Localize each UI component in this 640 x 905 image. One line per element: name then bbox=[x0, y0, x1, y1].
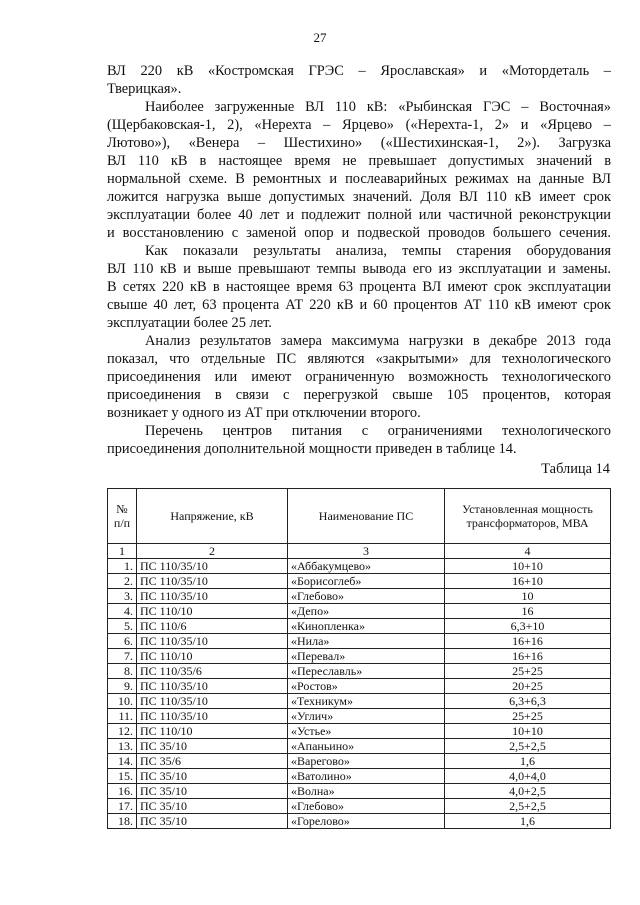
substation-name-cell: «Кинопленка» bbox=[288, 619, 445, 634]
capacity-cell: 6,3+6,3 bbox=[445, 694, 611, 709]
voltage-cell: ПС 110/35/10 bbox=[137, 574, 288, 589]
row-number: 4. bbox=[108, 604, 137, 619]
text-line: (Щербаковская-1, 2), «Нерехта – Ярцево» («Нерехта-1, 2» и «Ярцево – bbox=[107, 117, 611, 133]
table-row bbox=[108, 619, 611, 634]
capacity-cell: 10+10 bbox=[445, 724, 611, 739]
row-number: 5. bbox=[108, 619, 137, 634]
table-header-row bbox=[108, 489, 611, 544]
text-line: ВЛ 110 кВ в настоящее время не превышает допустимых значений в bbox=[107, 153, 611, 169]
table-row bbox=[108, 724, 611, 739]
row-number: 12. bbox=[108, 724, 137, 739]
text-line: ВЛ 110 кВ и выше превышают темпы вывода его из эксплуатации и замены. bbox=[107, 261, 611, 277]
text-line: Лютово»), «Венера – Шестихино» («Шестихинская-1, 2»). Загрузка bbox=[107, 135, 611, 151]
text-line: В сетях 220 кВ в настоящее время 63 процента ВЛ имеют срок эксплуатации bbox=[107, 279, 611, 295]
capacity-cell: 25+25 bbox=[445, 709, 611, 724]
capacity-cell: 16+10 bbox=[445, 574, 611, 589]
text-line: Тверицкая». bbox=[107, 81, 182, 97]
table-row bbox=[108, 649, 611, 664]
substation-name-cell: «Апаньино» bbox=[288, 739, 445, 754]
table-row bbox=[108, 589, 611, 604]
table-row bbox=[108, 694, 611, 709]
table-row bbox=[108, 664, 611, 679]
substation-name-cell: «Горелово» bbox=[288, 814, 445, 829]
text-line: и восстановлению с заменой опор и подвеской проводов большего сечения. bbox=[107, 225, 611, 241]
row-number: 7. bbox=[108, 649, 137, 664]
voltage-cell: ПС 35/10 bbox=[137, 784, 288, 799]
row-number: 11. bbox=[108, 709, 137, 724]
table-row bbox=[108, 814, 611, 829]
table-caption: Таблица 14 bbox=[541, 461, 610, 477]
substations-table bbox=[107, 488, 611, 829]
voltage-cell: ПС 110/35/10 bbox=[137, 709, 288, 724]
header-installed-capacity: Установленная мощность трансформаторов, МВА bbox=[445, 489, 611, 544]
text-line: присоединения или имеют ограниченную возможность технологического bbox=[107, 369, 611, 385]
substation-name-cell: «Глебово» bbox=[288, 799, 445, 814]
capacity-cell: 16+16 bbox=[445, 634, 611, 649]
capacity-cell: 16+16 bbox=[445, 649, 611, 664]
substation-name-cell: «Ростов» bbox=[288, 679, 445, 694]
table-row bbox=[108, 784, 611, 799]
capacity-cell: 4,0+2,5 bbox=[445, 784, 611, 799]
text-line: Анализ результатов замера максимума нагрузки в декабре 2013 года bbox=[145, 333, 611, 349]
row-number: 8. bbox=[108, 664, 137, 679]
substation-name-cell: «Переславль» bbox=[288, 664, 445, 679]
header-voltage: Напряжение, кВ bbox=[137, 489, 288, 544]
text-line: возникает у одного из АТ при отключении второго. bbox=[107, 405, 421, 421]
text-line: показал, что отдельные ПС являются «закрытыми» для технологического bbox=[107, 351, 611, 367]
substation-name-cell: «Перевал» bbox=[288, 649, 445, 664]
row-number: 1. bbox=[108, 559, 137, 574]
capacity-cell: 10+10 bbox=[445, 559, 611, 574]
substation-name-cell: «Ватолино» bbox=[288, 769, 445, 784]
text-line: присоединения дополнительной мощности приведен в таблице 14. bbox=[107, 441, 517, 457]
substation-name-cell: «Устье» bbox=[288, 724, 445, 739]
column-number: 2 bbox=[137, 544, 288, 559]
capacity-cell: 1,6 bbox=[445, 754, 611, 769]
capacity-cell: 25+25 bbox=[445, 664, 611, 679]
row-number: 13. bbox=[108, 739, 137, 754]
header-substation-name: Наименование ПС bbox=[288, 489, 445, 544]
voltage-cell: ПС 110/35/10 bbox=[137, 634, 288, 649]
table-row bbox=[108, 559, 611, 574]
row-number: 18. bbox=[108, 814, 137, 829]
table-row bbox=[108, 799, 611, 814]
substation-name-cell: «Аббакумцево» bbox=[288, 559, 445, 574]
voltage-cell: ПС 110/10 bbox=[137, 649, 288, 664]
voltage-cell: ПС 110/6 bbox=[137, 619, 288, 634]
capacity-cell: 2,5+2,5 bbox=[445, 739, 611, 754]
text-line: Наиболее загруженные ВЛ 110 кВ: «Рыбинская ГЭС – Восточная» bbox=[145, 99, 611, 115]
text-line: Перечень центров питания с ограничениями технологического bbox=[145, 423, 611, 439]
text-line: свыше 40 лет, 63 процента АТ 220 кВ и 60 процентов АТ 110 кВ имеют срок bbox=[107, 297, 611, 313]
voltage-cell: ПС 35/10 bbox=[137, 739, 288, 754]
table-row bbox=[108, 709, 611, 724]
row-number: 10. bbox=[108, 694, 137, 709]
text-line: Как показали результаты анализа, темпы старения оборудования bbox=[145, 243, 611, 259]
voltage-cell: ПС 35/10 bbox=[137, 769, 288, 784]
voltage-cell: ПС 110/35/10 bbox=[137, 589, 288, 604]
voltage-cell: ПС 110/35/6 bbox=[137, 664, 288, 679]
substation-name-cell: «Депо» bbox=[288, 604, 445, 619]
substation-name-cell: «Борисоглеб» bbox=[288, 574, 445, 589]
row-number: 16. bbox=[108, 784, 137, 799]
table-row bbox=[108, 634, 611, 649]
voltage-cell: ПС 110/10 bbox=[137, 724, 288, 739]
voltage-cell: ПС 110/35/10 bbox=[137, 694, 288, 709]
voltage-cell: ПС 110/35/10 bbox=[137, 559, 288, 574]
text-line: ложится нагрузка выше допустимых значений. Доля ВЛ 110 кВ имеет срок bbox=[107, 189, 611, 205]
table-row bbox=[108, 604, 611, 619]
text-line: эксплуатации более 40 лет и подлежит полной или частичной реконструкции bbox=[107, 207, 611, 223]
substation-name-cell: «Волна» bbox=[288, 784, 445, 799]
page-number: 27 bbox=[313, 30, 327, 45]
row-number: 17. bbox=[108, 799, 137, 814]
row-number: 6. bbox=[108, 634, 137, 649]
column-number: 3 bbox=[288, 544, 445, 559]
text-line: эксплуатации более 25 лет. bbox=[107, 315, 272, 331]
substation-name-cell: «Техникум» bbox=[288, 694, 445, 709]
table-row bbox=[108, 574, 611, 589]
capacity-cell: 4,0+4,0 bbox=[445, 769, 611, 784]
table-row bbox=[108, 739, 611, 754]
substation-name-cell: «Нила» bbox=[288, 634, 445, 649]
header-number: № п/п bbox=[108, 489, 137, 544]
capacity-cell: 2,5+2,5 bbox=[445, 799, 611, 814]
text-line: присоединения в связи с перегрузкой свыше 105 процентов, которая bbox=[107, 387, 611, 403]
capacity-cell: 10 bbox=[445, 589, 611, 604]
capacity-cell: 6,3+10 bbox=[445, 619, 611, 634]
substation-name-cell: «Углич» bbox=[288, 709, 445, 724]
voltage-cell: ПС 110/10 bbox=[137, 604, 288, 619]
row-number: 15. bbox=[108, 769, 137, 784]
column-numbers-row bbox=[108, 544, 611, 559]
table-row bbox=[108, 754, 611, 769]
substation-name-cell: «Варегово» bbox=[288, 754, 445, 769]
row-number: 14. bbox=[108, 754, 137, 769]
column-number: 4 bbox=[445, 544, 611, 559]
text-line: ВЛ 220 кВ «Костромская ГРЭС – Ярославская» и «Мотордеталь – bbox=[107, 63, 611, 79]
row-number: 2. bbox=[108, 574, 137, 589]
text-line: нормальной схеме. В ремонтных и послеаварийных режимах на данные ВЛ bbox=[107, 171, 611, 187]
row-number: 3. bbox=[108, 589, 137, 604]
substation-name-cell: «Глебово» bbox=[288, 589, 445, 604]
row-number: 9. bbox=[108, 679, 137, 694]
capacity-cell: 1,6 bbox=[445, 814, 611, 829]
capacity-cell: 16 bbox=[445, 604, 611, 619]
table-row bbox=[108, 769, 611, 784]
column-number: 1 bbox=[108, 544, 137, 559]
voltage-cell: ПС 35/6 bbox=[137, 754, 288, 769]
table-row bbox=[108, 679, 611, 694]
voltage-cell: ПС 35/10 bbox=[137, 799, 288, 814]
voltage-cell: ПС 110/35/10 bbox=[137, 679, 288, 694]
voltage-cell: ПС 35/10 bbox=[137, 814, 288, 829]
capacity-cell: 20+25 bbox=[445, 679, 611, 694]
